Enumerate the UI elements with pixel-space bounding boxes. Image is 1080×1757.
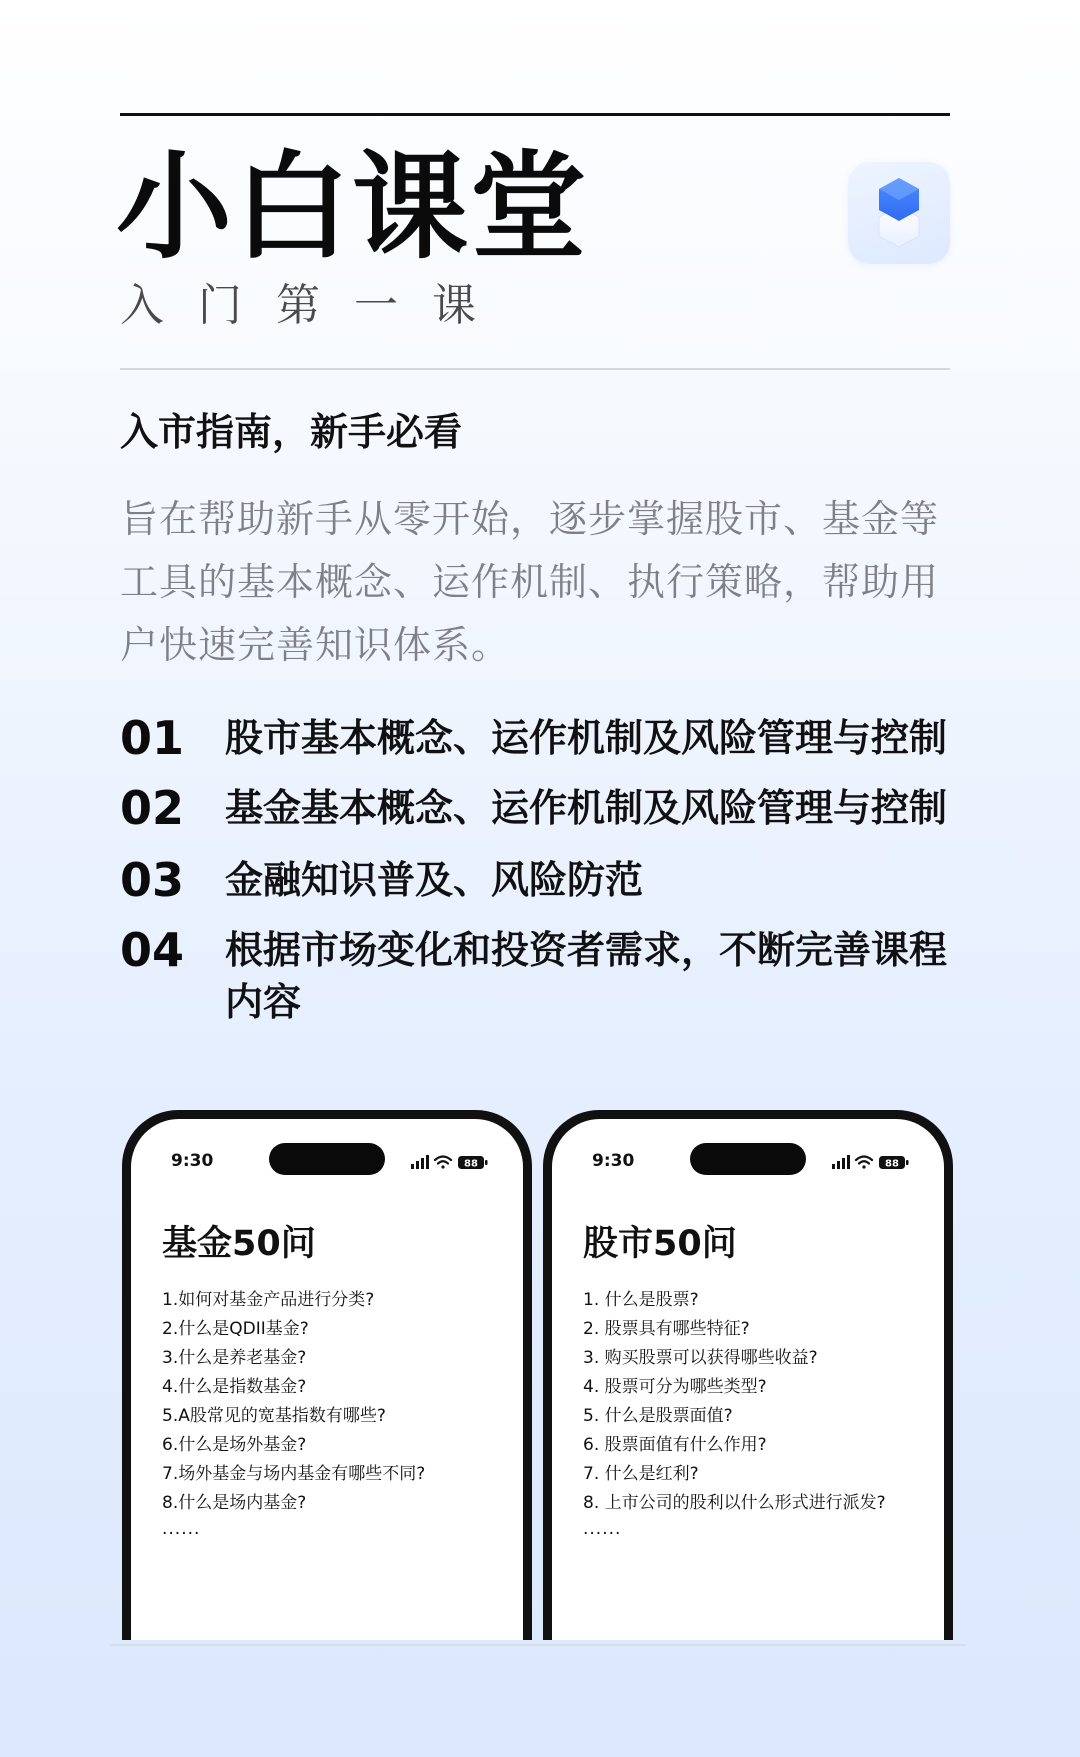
phone-title: 基金50问 [162, 1224, 316, 1264]
question-item[interactable]: 5.A股常见的宽基指数有哪些? [162, 1406, 386, 1426]
battery-icon [458, 1156, 488, 1170]
item-text: 股市基本概念、运作机制及风险管理与控制 [225, 716, 948, 760]
status-time: 9:30 [171, 1151, 214, 1171]
question-item[interactable]: 1.如何对基金产品进行分类? [162, 1290, 375, 1310]
question-item[interactable]: 2.什么是QDII基金? [162, 1319, 309, 1339]
question-item[interactable]: 4. 股票可分为哪些类型? [583, 1377, 767, 1397]
question-item[interactable]: 7.场外基金与场内基金有哪些不同? [162, 1464, 426, 1484]
question-item[interactable]: 5. 什么是股票面值? [583, 1406, 733, 1426]
wifi-icon [435, 1157, 451, 1169]
section-divider [120, 368, 950, 370]
page-subtitle: 入门第一课 [120, 280, 510, 331]
question-item[interactable]: 3. 购买股票可以获得哪些收益? [583, 1348, 818, 1368]
item-number: 02 [120, 781, 185, 835]
question-item[interactable]: 8.什么是场内基金? [162, 1493, 307, 1513]
status-time: 9:30 [592, 1151, 635, 1171]
status-icons [411, 1153, 491, 1171]
svg-text:88: 88 [885, 1158, 899, 1170]
dynamic-island [690, 1143, 806, 1175]
app-logo-icon [848, 162, 950, 264]
phone-screen [131, 1119, 523, 1640]
item-number: 03 [120, 853, 185, 907]
item-text: 基金基本概念、运作机制及风险管理与控制 [225, 786, 948, 830]
layered-hexagon-icon [848, 162, 950, 264]
question-list [583, 1286, 886, 1518]
cellular-signal-icon [411, 1155, 429, 1169]
more-ellipsis: ...... [583, 1519, 622, 1539]
question-item[interactable]: 4.什么是指数基金? [162, 1377, 307, 1397]
item-text: 金融知识普及、风险防范 [225, 858, 644, 902]
question-list [162, 1286, 425, 1518]
svg-text:88: 88 [464, 1158, 478, 1170]
item-number: 01 [120, 711, 185, 765]
question-item[interactable]: 2. 股票具有哪些特征? [583, 1319, 750, 1339]
phone-title: 股市50问 [583, 1224, 737, 1264]
question-item[interactable]: 6. 股票面值有什么作用? [583, 1435, 767, 1455]
cellular-signal-icon [832, 1155, 850, 1169]
question-item[interactable]: 3.什么是养老基金? [162, 1348, 307, 1368]
top-divider [120, 113, 950, 116]
bottom-divider [110, 1644, 966, 1646]
intro-description: 旨在帮助新手从零开始，逐步掌握股市、基金等工具的基本概念、运作机制、执行策略，帮助用户快速完善知识体系。 [120, 497, 940, 667]
page-title: 小白课堂 [116, 140, 588, 275]
wifi-icon [856, 1157, 872, 1169]
item-text: 根据市场变化和投资者需求，不断完善课程内容 [225, 928, 948, 1024]
more-ellipsis: ...... [162, 1519, 201, 1539]
phone-mockup-stock [543, 1110, 953, 1640]
dynamic-island [269, 1143, 385, 1175]
battery-icon [879, 1156, 909, 1170]
question-item[interactable]: 1. 什么是股票? [583, 1290, 699, 1310]
phone-mockup-fund [122, 1110, 532, 1640]
status-icons [832, 1153, 912, 1171]
question-item[interactable]: 7. 什么是红利? [583, 1464, 699, 1484]
intro-heading: 入市指南，新手必看 [120, 410, 463, 454]
item-number: 04 [120, 923, 185, 977]
phone-screen [552, 1119, 944, 1640]
question-item[interactable]: 6.什么是场外基金? [162, 1435, 307, 1455]
question-item[interactable]: 8. 上市公司的股利以什么形式进行派发? [583, 1493, 886, 1513]
